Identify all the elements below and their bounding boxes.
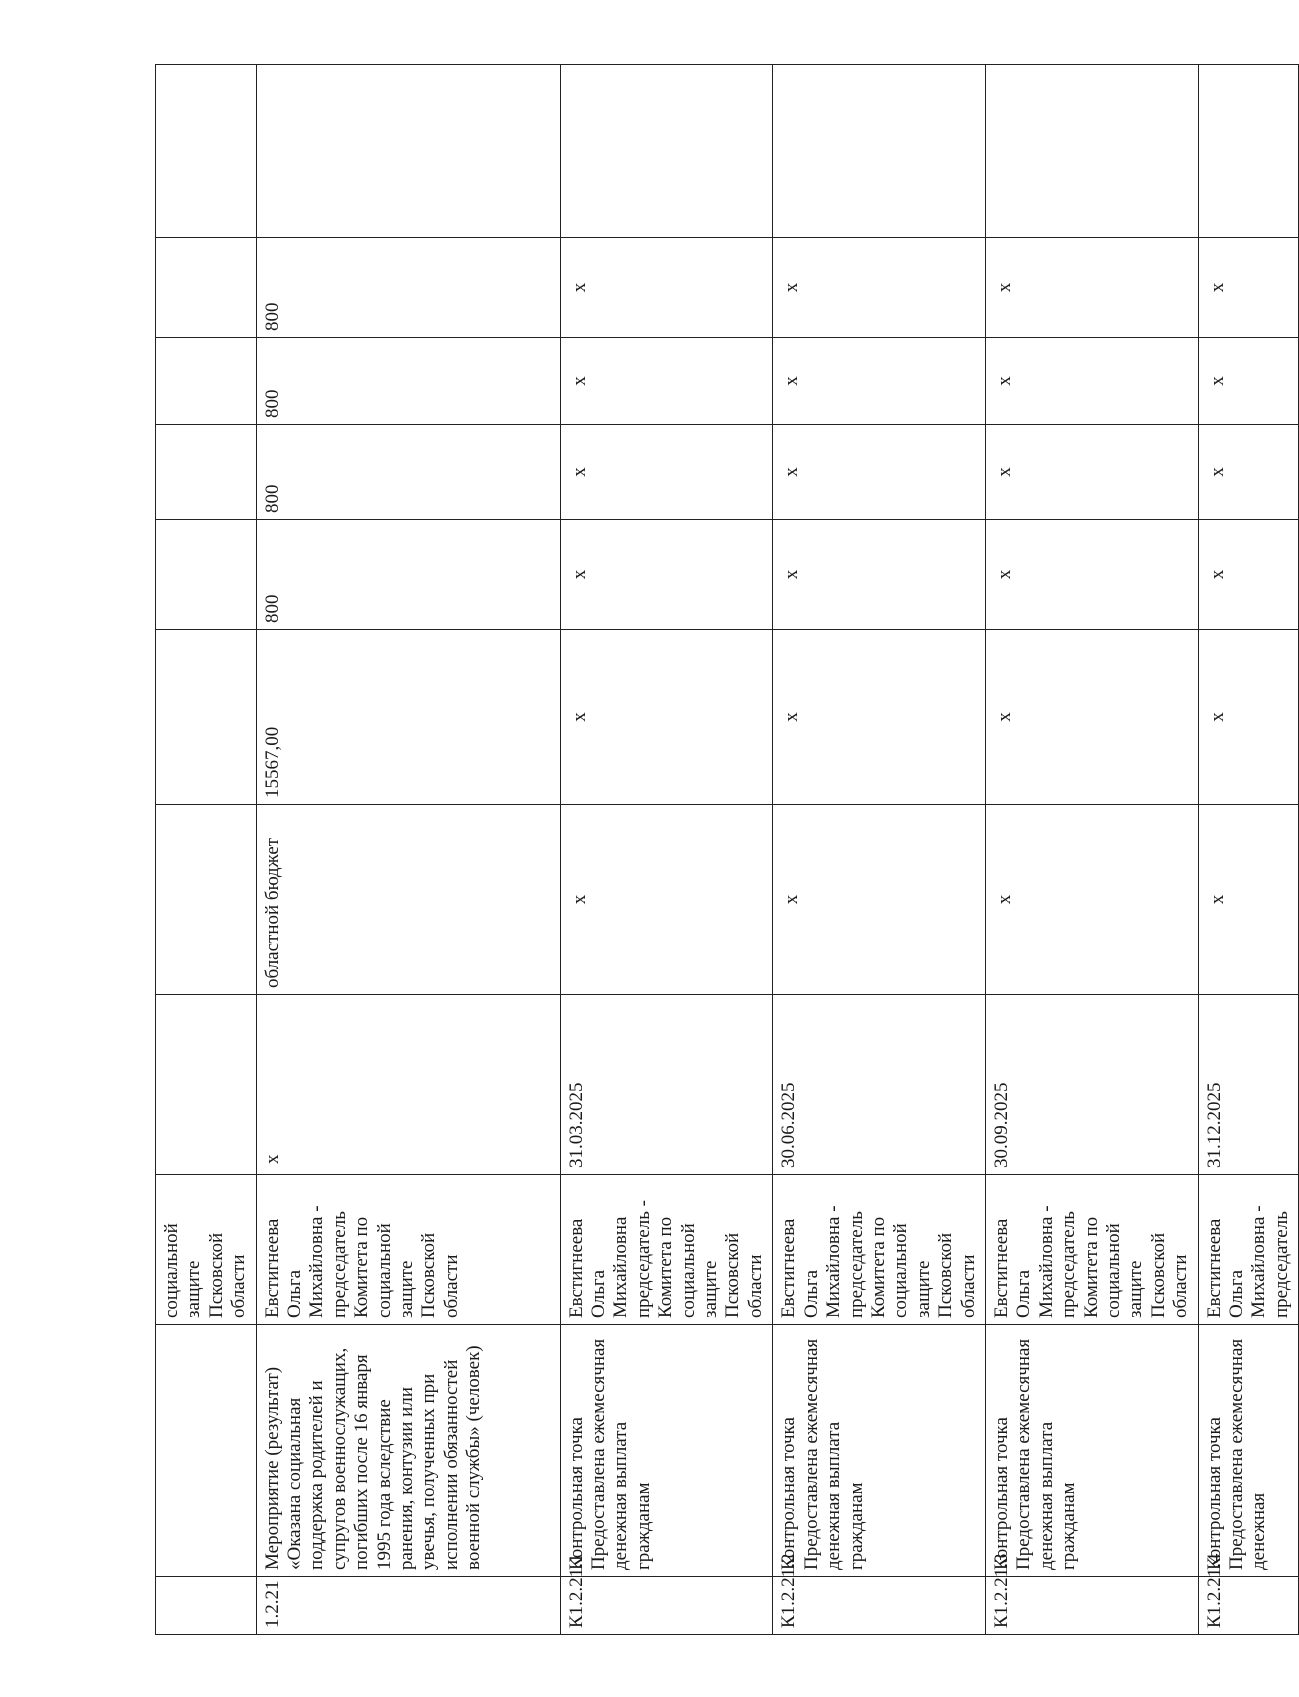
- cell-date: x: [256, 995, 560, 1175]
- cell-v3: x: [773, 338, 986, 425]
- cell-responsible: социальной защите Псковской области: [156, 1175, 257, 1325]
- cell-v3: x: [985, 338, 1198, 425]
- cell-num: К1.2.21.1: [560, 1577, 773, 1635]
- cell-amount: x: [560, 630, 773, 805]
- cell-v3: x: [1198, 338, 1299, 425]
- cell-v4: 800: [256, 238, 560, 338]
- cell-num: 1.2.21: [256, 1577, 560, 1635]
- cell-name: Контрольная точка Предоставлена ежемесячная денежная выплата гражданам: [985, 1325, 1198, 1577]
- cell-date: 30.09.2025: [985, 995, 1198, 1175]
- cell-source: [156, 805, 257, 995]
- table-row: [985, 65, 1198, 1635]
- cell-v3: 800: [256, 338, 560, 425]
- cell-name: Мероприятие (результат) «Оказана социальная поддержка родителей и супругов военнослужащих, погибших после 16 января 1995 года вследствие ранения, контузии или увечья, полученных при исполнении обязанностей военной службы» (человек): [256, 1325, 560, 1577]
- cell-v1: 800: [256, 520, 560, 630]
- cell-v2: [156, 425, 257, 520]
- cell-v2: x: [1198, 425, 1299, 520]
- cell-num: [156, 1577, 257, 1635]
- cell-empty: [560, 65, 773, 238]
- cell-v2: 800: [256, 425, 560, 520]
- cell-source: x: [773, 805, 986, 995]
- cell-v1: x: [560, 520, 773, 630]
- cell-name: Контрольная точка Предоставлена ежемесячная денежная выплата гражданам: [560, 1325, 773, 1577]
- cell-empty: [985, 65, 1198, 238]
- cell-v3: [156, 338, 257, 425]
- cell-v1: x: [773, 520, 986, 630]
- cell-num: К1.2.21.4: [1198, 1577, 1299, 1635]
- table-row: [560, 65, 773, 1635]
- cell-v3: x: [560, 338, 773, 425]
- cell-v2: x: [985, 425, 1198, 520]
- table-row: [773, 65, 986, 1635]
- cell-amount: [156, 630, 257, 805]
- rotated-table-stage: [155, 65, 1292, 1635]
- cell-name: Контрольная точка Предоставлена ежемесячная денежная выплата гражданам: [773, 1325, 986, 1577]
- cell-responsible: Евстигнеева Ольга Михайловна - председатель: [1198, 1175, 1299, 1325]
- table-row-continuation: [156, 65, 257, 1635]
- cell-num: К1.2.21.3: [985, 1577, 1198, 1635]
- cell-amount: x: [773, 630, 986, 805]
- cell-v1: x: [985, 520, 1198, 630]
- cell-v1: [156, 520, 257, 630]
- cell-amount: x: [985, 630, 1198, 805]
- cell-source: x: [560, 805, 773, 995]
- cell-responsible: Евстигнеева Ольга Михайловна - председатель Комитета по социальной защите Псковской области: [773, 1175, 986, 1325]
- cell-v2: x: [773, 425, 986, 520]
- cell-date: 31.03.2025: [560, 995, 773, 1175]
- cell-empty: [1198, 65, 1299, 238]
- cell-name: [156, 1325, 257, 1577]
- table-row: [1198, 65, 1299, 1635]
- cell-num: К1.2.21.2: [773, 1577, 986, 1635]
- cell-amount: x: [1198, 630, 1299, 805]
- cell-name: Контрольная точка Предоставлена ежемесячная денежная: [1198, 1325, 1299, 1577]
- cell-responsible: Евстигнеева Ольга Михайловна - председатель Комитета по социальной защите Псковской области: [256, 1175, 560, 1325]
- table-row: [256, 65, 560, 1635]
- cell-empty: [773, 65, 986, 238]
- budget-table: [155, 64, 1299, 1635]
- cell-date: 30.06.2025: [773, 995, 986, 1175]
- cell-v4: x: [1198, 238, 1299, 338]
- cell-source: областной бюджет: [256, 805, 560, 995]
- cell-date: 31.12.2025: [1198, 995, 1299, 1175]
- cell-empty: [156, 65, 257, 238]
- cell-v4: x: [773, 238, 986, 338]
- cell-empty: [256, 65, 560, 238]
- cell-v1: x: [1198, 520, 1299, 630]
- cell-v4: x: [985, 238, 1198, 338]
- cell-source: x: [1198, 805, 1299, 995]
- cell-v2: x: [560, 425, 773, 520]
- cell-v4: x: [560, 238, 773, 338]
- cell-date: [156, 995, 257, 1175]
- cell-source: x: [985, 805, 1198, 995]
- cell-responsible: Евстигнеева Ольга Михайловна - председатель Комитета по социальной защите Псковской области: [985, 1175, 1198, 1325]
- cell-v4: [156, 238, 257, 338]
- cell-responsible: Евстигнеева Ольга Михайловна председатель - Комитета по социальной защите Псковской области: [560, 1175, 773, 1325]
- cell-amount: 15567,00: [256, 630, 560, 805]
